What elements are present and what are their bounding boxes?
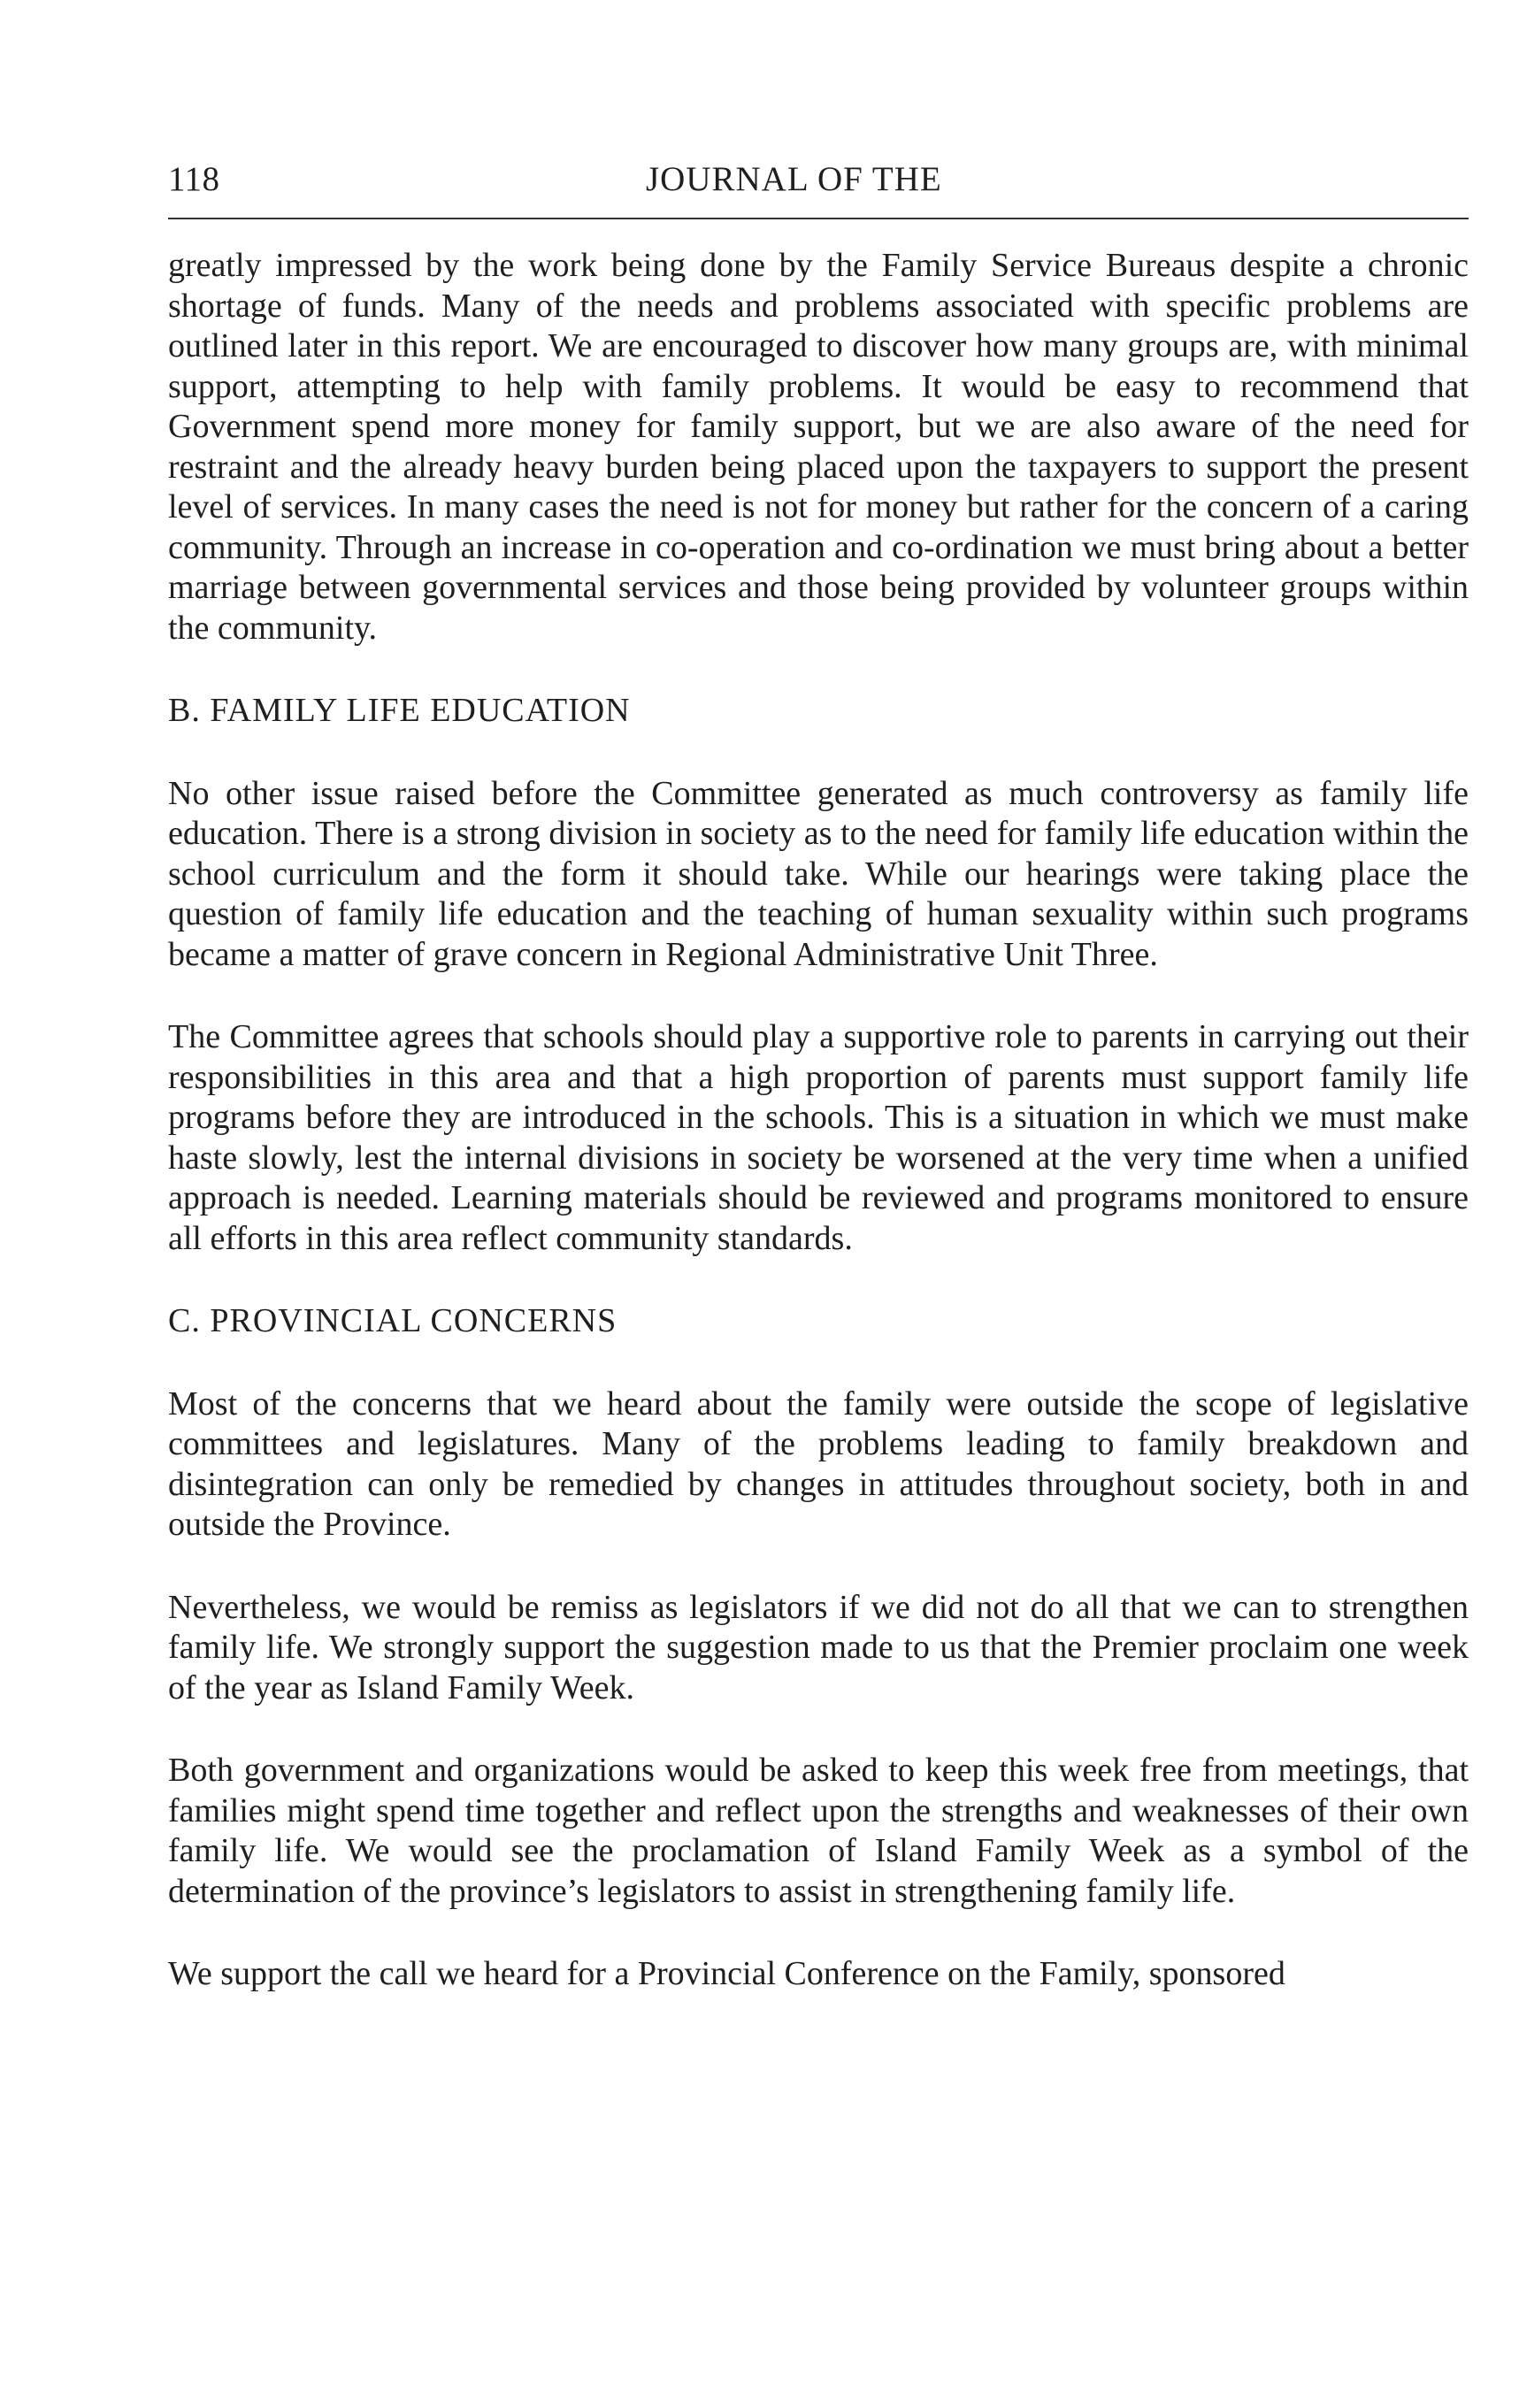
- family-life-education-paragraph-1: No other issue raised before the Committee generated as much controversy as family life education. There is a strong division in society as to the need for family life education within the school curriculum and the form it should take. While our hearings were taking place the question of family life education and the teaching of human sexuality within such programs became a matter of grave concern in Regional Administrative Unit Three.: [168, 774, 1469, 973]
- provincial-concerns-paragraph-1: Most of the concerns that we heard about the family were outside the scope of legislative committees and legislatures. Many of the problems leading to family breakdown and disintegration can only be remedied by changes in attitudes throughout society, both in and outside the Province.: [168, 1384, 1469, 1543]
- document-page: [168, 159, 1469, 2037]
- header-rule: [168, 218, 1469, 219]
- family-life-education-paragraph-2: The Committee agrees that schools should play a supportive role to parents in carrying out their responsibilities in this area and that a high proportion of parents must support family life programs before they are introduced in the schools. This is a situation in which we must make haste slowly, lest the internal divisions in society be worsened at the very time when a unified approach is needed. Learning materials should be reviewed and programs monitored to ensure all efforts in this area reflect community standards.: [168, 1018, 1469, 1257]
- provincial-concerns-paragraph-3: Both government and organizations would be asked to keep this week free from meetings, that families might spend time together and reflect upon the strengths and weaknesses of their own family life. We would see the proclamation of Island Family Week as a symbol of the determination of the province’s legislators to assist in strengthening family life.: [168, 1752, 1469, 1910]
- page-number: 118: [168, 160, 220, 198]
- running-head: [168, 159, 1469, 212]
- journal-title: JOURNAL OF THE: [646, 160, 942, 198]
- section-heading-family-life-education: B. FAMILY LIFE EDUCATION: [168, 692, 631, 729]
- provincial-concerns-paragraph-4: We support the call we heard for a Provincial Conference on the Family, sponsored: [168, 1955, 1285, 1992]
- intro-paragraph: greatly impressed by the work being done by the Family Service Bureaus despite a chronic shortage of funds. Many of the needs and problems associated with specific problems are outlined later in this report. We are encouraged to discover how many groups are, with minimal support, attempting to help with family problems. It would be easy to recommend that Government spend more money for family support, but we are also aware of the need for restraint and the already heavy burden being placed upon the taxpayers to support the present level of services. In many cases the need is not for money but rather for the concern of a caring community. Through an increase in co-operation and co-ordination we must bring about a better marriage between governmental services and those being provided by volunteer groups within the community.: [168, 247, 1469, 647]
- section-heading-provincial-concerns: C. PROVINCIAL CONCERNS: [168, 1302, 618, 1339]
- provincial-concerns-paragraph-2: Nevertheless, we would be remiss as legislators if we did not do all that we can to strengthen family life. We strongly support the suggestion made to us that the Premier proclaim one week of the year as Island Family Week.: [168, 1588, 1469, 1706]
